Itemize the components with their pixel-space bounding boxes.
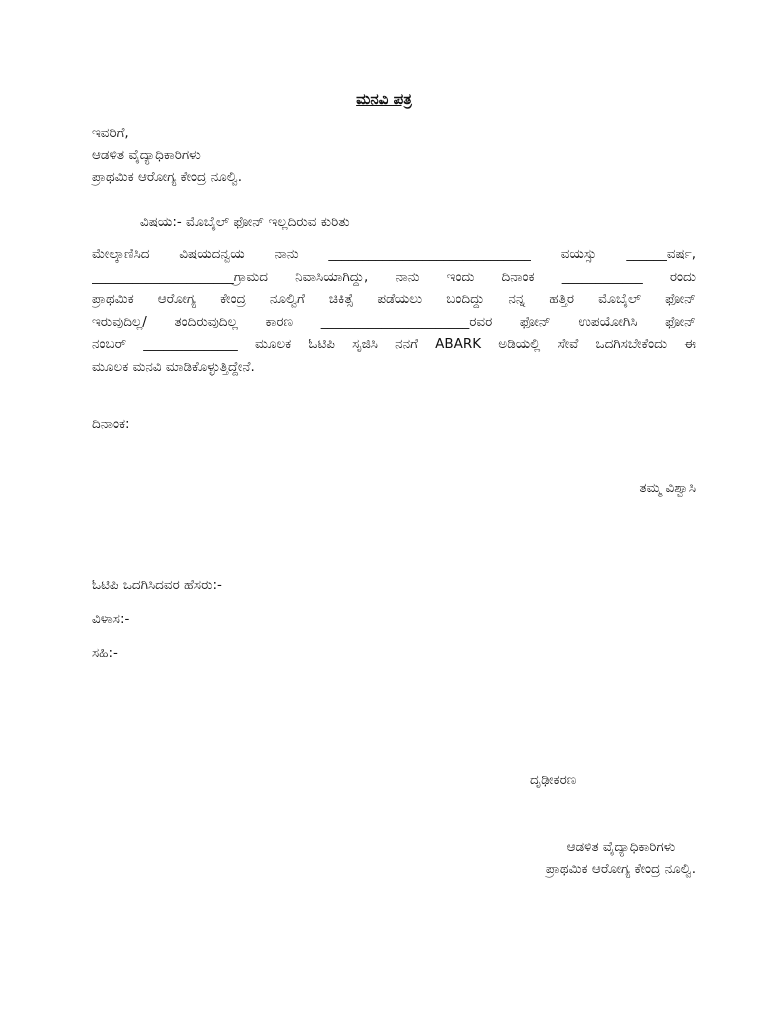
- subject-line: ವಿಷಯ:- ಮೊಬೈಲ್ ಫೋನ್ ಇಲ್ಲದಿರುವ ಕುರಿತು: [140, 214, 350, 230]
- otp-provider-name-label: ಓಟಿಪಿ ಒದಗಿಸಿದವರ ಹೆಸರು:-: [92, 577, 222, 593]
- recipient-office: ಪ್ರಾಥಮಿಕ ಆರೋಗ್ಯ ಕೇಂದ್ರ ನೂಲ್ವಿ.: [92, 169, 243, 185]
- officer-office: ಪ್ರಾಥಮಿಕ ಆರೋಗ್ಯ ಕೇಂದ್ರ ನೂಲ್ವಿ.: [545, 861, 696, 877]
- recipient-block: [92, 122, 242, 188]
- officer-designation: ಆಡಳಿತ ವೈದ್ಯಾಧಿಕಾರಿಗಳು: [566, 839, 676, 855]
- recipient-salutation: ಇವರಿಗೆ,: [92, 125, 129, 141]
- body-line: ಮೇಲ್ಕಾಣಿಸಿದ ವಿಷಯದನ್ವಯ ನಾನು ______________________________ ವಯಸ್ಸು ______ವರ್ಷ,: [92, 246, 696, 262]
- officer-block: [546, 836, 696, 880]
- body-line: ಮೂಲಕ ಮನವಿ ಮಾಡಿಕೊಳ್ಳುತ್ತಿದ್ದೇನೆ.: [92, 358, 255, 375]
- body-line: ಇರುವುದಿಲ್ಲ/ ತಂದಿರುವುದಿಲ್ಲ ಕಾರಣ ______________________ರವರ ಫೋನ್ ಉಪಯೋಗಿಸಿ ಫೋನ್: [92, 313, 696, 330]
- body-line: _____________________ಗ್ರಾಮದ ನಿವಾಸಿಯಾಗಿದ್ದು, ನಾನು ಇಂದು ದಿನಾಂಕ ____________ ರಂದು: [92, 268, 696, 285]
- date-label: ದಿನಾಂಕ:: [92, 416, 130, 432]
- signature-label: ಸಹಿ:-: [92, 645, 118, 661]
- page-title: ಮನವಿ ಪತ್ರ: [356, 90, 412, 108]
- attestation-label: ದೃಢೀಕರಣ: [530, 772, 577, 788]
- recipient-designation: ಆಡಳಿತ ವೈದ್ಯಾಧಿಕಾರಿಗಳು: [92, 147, 201, 163]
- address-label: ವಿಳಾಸ:-: [92, 611, 130, 627]
- body-line: ನಂಬರ್ ______________ ಮೂಲಕ ಓಟಿಪಿ ಸೃಜಿಸಿ ನನಗೆ ABARK ಅಡಿಯಲ್ಲಿ ಸೇವೆ ಒದಗಿಸಬೇಕೆಂದು ಈ: [92, 336, 696, 352]
- body-line: ಪ್ರಾಥಮಿಕ ಆರೋಗ್ಯ ಕೇಂದ್ರ ನೂಲ್ವಿಗೆ ಚಿಕಿತ್ಸೆ ಪಡೆಯಲು ಬಂದಿದ್ದು ನನ್ನ ಹತ್ತಿರ ಮೊಬೈಲ್ ಫೋನ್: [92, 291, 696, 307]
- signoff: ತಮ್ಮ ವಿಶ್ವಾಸಿ: [639, 480, 696, 496]
- letter-body: [92, 243, 702, 378]
